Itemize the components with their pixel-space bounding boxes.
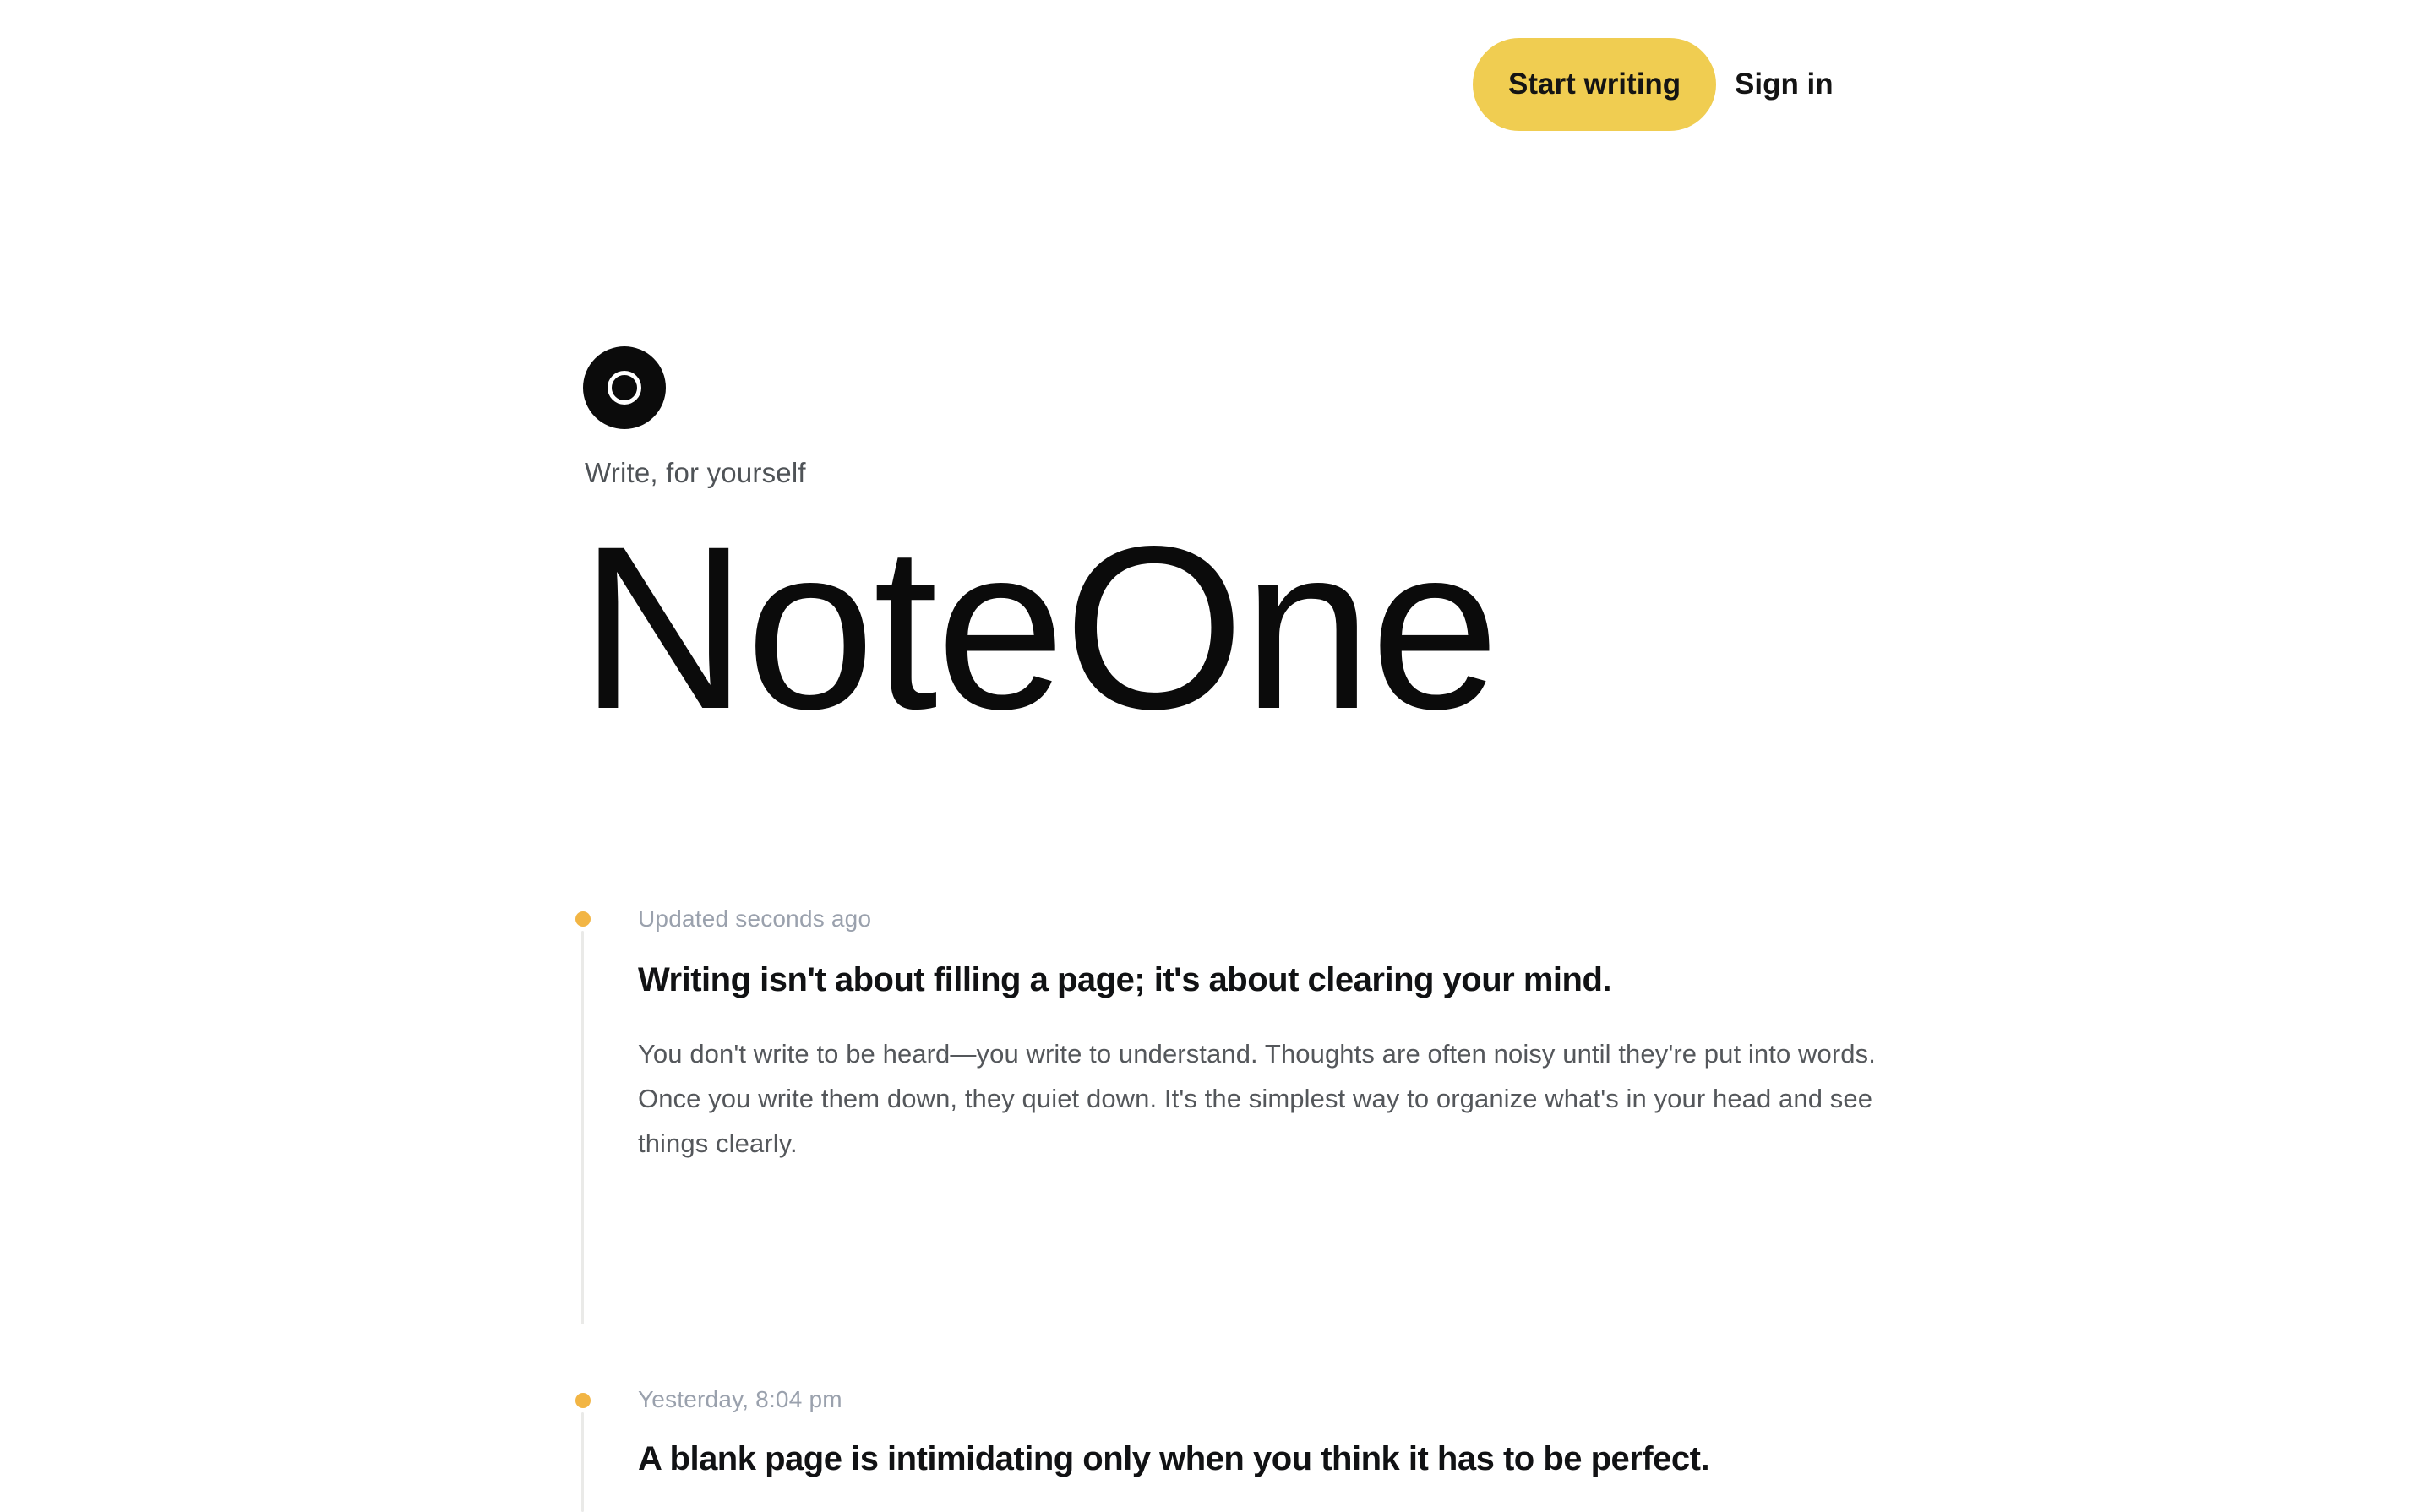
page-title: NoteOne <box>580 498 1498 758</box>
note-timestamp: Updated seconds ago <box>638 906 872 932</box>
note-timestamp: Yesterday, 8:04 pm <box>638 1386 842 1412</box>
timeline-dot-icon <box>575 1393 591 1408</box>
timeline-dot-icon <box>575 911 591 927</box>
timeline-line <box>581 1412 584 1512</box>
timeline-line <box>581 931 584 1324</box>
note-heading: Writing isn't about filling a page; it's about clearing your mind. <box>638 961 1611 998</box>
start-writing-button[interactable]: Start writing <box>1473 38 1716 131</box>
sign-in-link[interactable]: Sign in <box>1735 68 1834 101</box>
note-body: You don't write to be heard—you write to understand. Thoughts are often noisy until they're put into words. Once you write them down, they quiet down. It's the simplest way to organize what's in your head and see things clearly. <box>638 1039 1876 1158</box>
tagline: Write, for yourself <box>585 457 806 488</box>
content-column <box>575 0 1876 1512</box>
ring-icon <box>608 371 641 405</box>
note-heading: A blank page is intimidating only when you think it has to be perfect. <box>638 1440 1710 1477</box>
noteone-logo <box>583 346 666 429</box>
